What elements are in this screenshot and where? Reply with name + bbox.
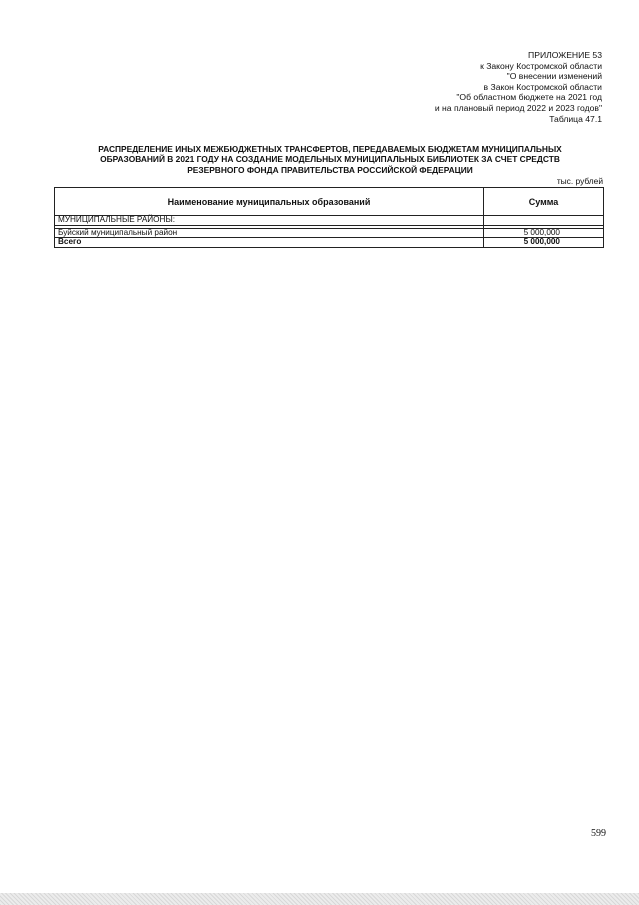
section-amount-cell <box>484 216 604 226</box>
column-header-name: Наименование муниципальных образований <box>55 188 484 216</box>
column-header-amount: Сумма <box>484 188 604 216</box>
total-row <box>55 238 604 248</box>
unit-label: тыс. рублей <box>556 176 603 186</box>
amount-value: 5 000,000 <box>484 228 604 238</box>
table-number: Таблица 47.1 <box>549 113 602 124</box>
table-row <box>55 228 604 238</box>
header-line: ПРИЛОЖЕНИЕ 53 <box>528 50 602 60</box>
title-line: РЕЗЕРВНОГО ФОНДА ПРАВИТЕЛЬСТВА РОССИЙСКОЙ ФЕДЕРАЦИИ <box>187 164 473 175</box>
section-row <box>55 216 604 226</box>
page-number: 599 <box>591 828 606 839</box>
total-amount: 5 000,000 <box>484 238 604 248</box>
header-line: в Закон Костромской области <box>483 81 602 92</box>
municipality-name: Буйский муниципальный район <box>55 228 484 238</box>
document-header <box>435 50 602 124</box>
header-line: к Закону Костромской области <box>480 60 602 71</box>
title-line: РАСПРЕДЕЛЕНИЕ ИНЫХ МЕЖБЮДЖЕТНЫХ ТРАНСФЕРТОВ, ПЕРЕДАВАЕМЫХ БЮДЖЕТАМ МУНИЦИПАЛЬНЫХ <box>98 144 562 154</box>
title-line: ОБРАЗОВАНИЙ В 2021 ГОДУ НА СОЗДАНИЕ МОДЕЛЬНЫХ МУНИЦИПАЛЬНЫХ БИБЛИОТЕК ЗА СЧЕТ СРЕДСТВ <box>100 154 560 165</box>
section-label: МУНИЦИПАЛЬНЫЕ РАЙОНЫ: <box>55 216 484 226</box>
transfers-table <box>54 187 604 248</box>
header-line: и на плановый период 2022 и 2023 годов" <box>434 102 602 113</box>
total-label: Всего <box>55 238 484 248</box>
header-line: "Об областном бюджете на 2021 год <box>456 92 602 103</box>
document-title <box>55 144 605 175</box>
header-line: "О внесении изменений <box>506 71 602 82</box>
table-header-row <box>55 188 604 216</box>
scan-bottom-band <box>0 893 639 905</box>
